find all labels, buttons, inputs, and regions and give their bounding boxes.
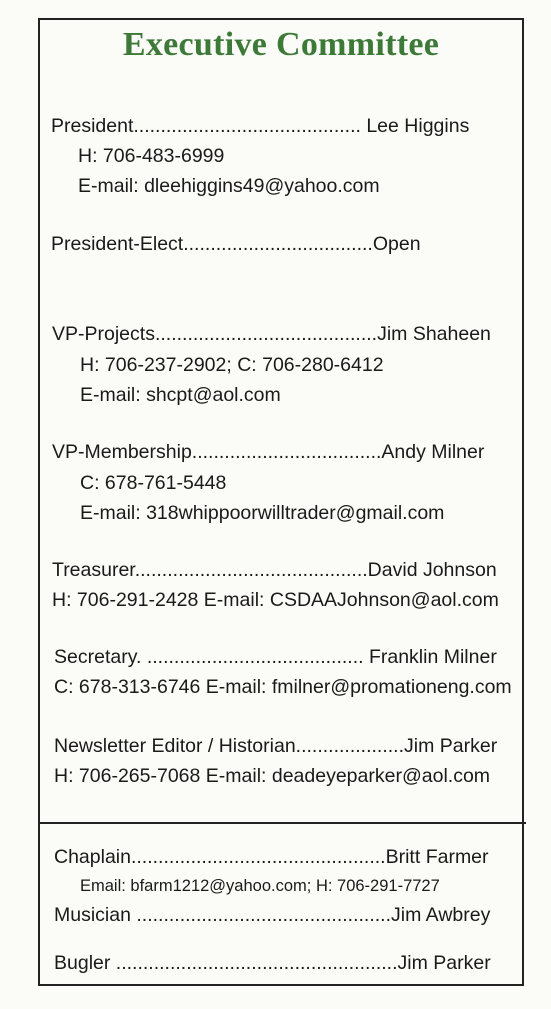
committee-line: VP-Membership...................................Andy Milner [52,441,485,463]
section-divider [38,822,526,824]
page-title: Executive Committee [122,26,440,63]
committee-line: President.......................................... Lee Higgins [51,115,470,137]
committee-line: Email: bfarm1212@yahoo.com; H: 706-291-7727 [80,877,440,895]
committee-line: E-mail: dleehiggins49@yahoo.com [78,175,380,197]
committee-line: VP-Projects.........................................Jim Shaheen [52,323,491,345]
committee-line: H: 706-265-7068 E-mail: deadeyeparker@aol.com [54,765,491,787]
committee-line: C: 678-313-6746 E-mail: fmilner@promationeng.com [54,676,512,698]
committee-line: H: 706-291-2428 E-mail: CSDAAJohnson@aol.com [52,589,499,611]
committee-line: Treasurer...........................................David Johnson [52,559,497,581]
committee-line: H: 706-483-6999 [78,145,225,167]
committee-line: Secretary. ........................................ Franklin Milner [54,646,497,668]
committee-line: Musician ...............................................Jim Awbrey [54,904,491,926]
committee-line: Chaplain...............................................Britt Farmer [54,846,489,868]
committee-line: Bugler ....................................................Jim Parker [54,952,491,974]
committee-line: H: 706-237-2902; C: 706-280-6412 [80,354,384,376]
committee-line: Newsletter Editor / Historian....................Jim Parker [54,735,498,757]
committee-line: E-mail: shcpt@aol.com [80,384,281,406]
committee-line: C: 678-761-5448 [80,472,227,494]
committee-line: President-Elect...................................Open [51,233,421,255]
committee-line: E-mail: 318whippoorwilltrader@gmail.com [80,502,445,524]
